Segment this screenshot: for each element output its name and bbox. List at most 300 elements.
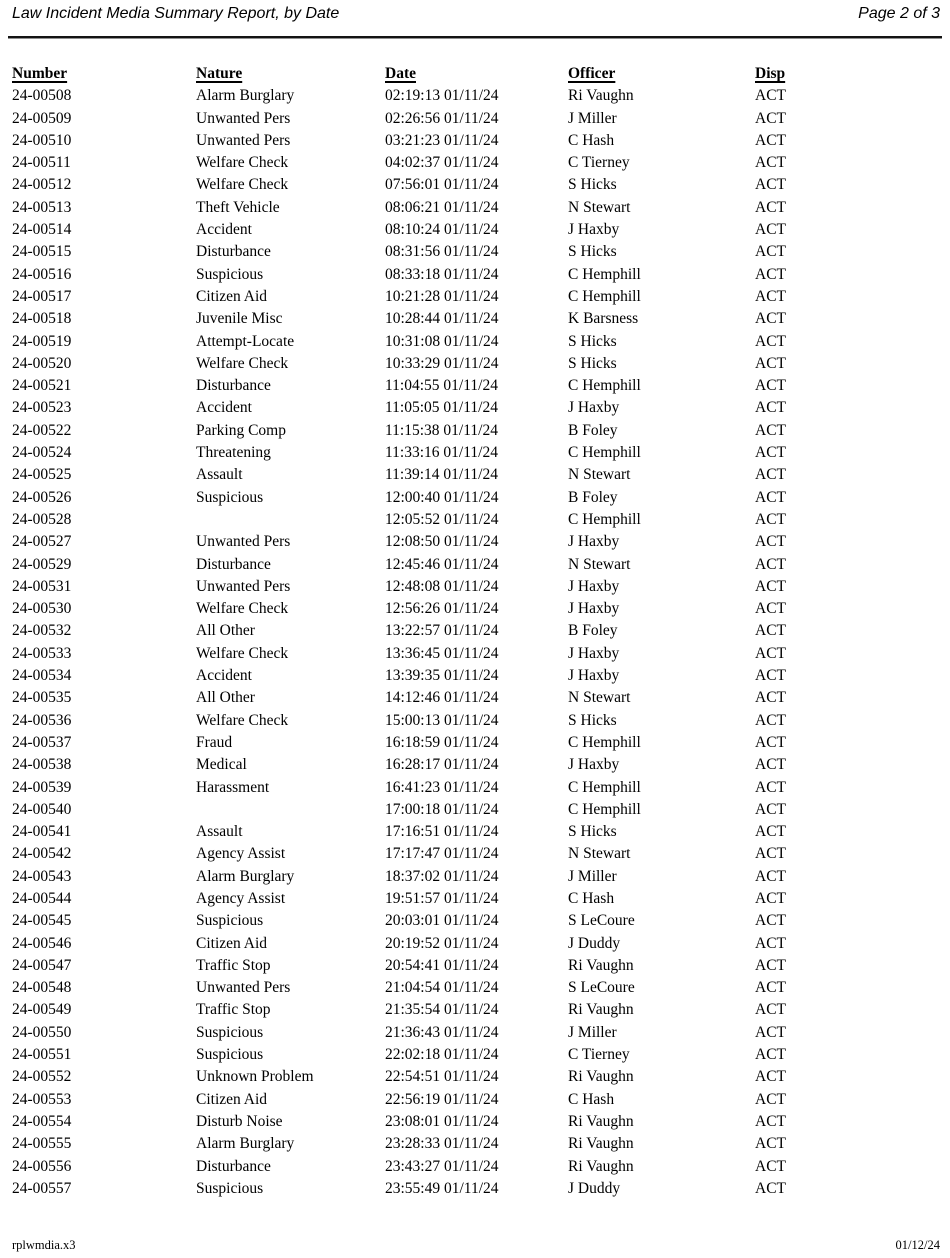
cell-nature: All Other — [196, 622, 255, 640]
column-header-date: Date — [385, 65, 416, 82]
cell-date: 21:04:54 01/11/24 — [385, 979, 499, 997]
cell-officer: N Stewart — [568, 466, 631, 484]
cell-nature: Suspicious — [196, 488, 264, 506]
cell-number: 24-00553 — [12, 1090, 72, 1108]
cell-date: 04:02:37 01/11/24 — [385, 154, 499, 172]
table-row — [12, 710, 942, 732]
table-row — [12, 174, 942, 196]
cell-number: 24-00519 — [12, 332, 72, 350]
cell-nature: Alarm Burglary — [196, 867, 295, 885]
cell-nature: Theft Vehicle — [196, 198, 280, 216]
cell-date: 08:10:24 01/11/24 — [385, 221, 499, 239]
table-row — [12, 1044, 942, 1066]
header-divider — [8, 36, 942, 39]
cell-officer: J Haxby — [568, 756, 620, 774]
cell-number: 24-00516 — [12, 265, 72, 283]
cell-disp: ACT — [755, 1023, 786, 1041]
cell-disp: ACT — [755, 377, 786, 395]
cell-nature — [196, 509, 385, 531]
cell-officer: C Hash — [568, 1090, 615, 1108]
table-row — [12, 308, 942, 330]
cell-date: 11:39:14 01/11/24 — [385, 466, 498, 484]
cell-nature: Juvenile Misc — [196, 310, 283, 328]
cell-date: 08:33:18 01/11/24 — [385, 265, 499, 283]
incident-table — [12, 63, 942, 1200]
cell-officer: Ri Vaughn — [568, 1112, 634, 1130]
cell-officer: J Miller — [568, 109, 617, 127]
cell-disp: ACT — [755, 131, 786, 149]
cell-date: 10:28:44 01/11/24 — [385, 310, 499, 328]
cell-officer: N Stewart — [568, 555, 631, 573]
cell-date: 23:08:01 01/11/24 — [385, 1112, 499, 1130]
cell-nature: Alarm Burglary — [196, 1135, 295, 1153]
cell-nature: Welfare Check — [196, 354, 289, 372]
table-row — [12, 754, 942, 776]
cell-officer: K Barsness — [568, 310, 639, 328]
cell-date: 22:56:19 01/11/24 — [385, 1090, 499, 1108]
report-run-date: 01/12/24 — [895, 1238, 940, 1252]
cell-nature: Suspicious — [196, 265, 264, 283]
cell-nature: Threatening — [196, 444, 271, 462]
cell-nature: Assault — [196, 466, 243, 484]
cell-officer: C Hemphill — [568, 377, 641, 395]
cell-date: 02:26:56 01/11/24 — [385, 109, 499, 127]
cell-date: 21:35:54 01/11/24 — [385, 1001, 499, 1019]
cell-disp: ACT — [755, 1157, 786, 1175]
table-row — [12, 554, 942, 576]
cell-officer: C Hemphill — [568, 265, 641, 283]
table-row — [12, 799, 942, 821]
table-row — [12, 1133, 942, 1155]
cell-disp: ACT — [755, 867, 786, 885]
cell-date: 20:03:01 01/11/24 — [385, 912, 499, 930]
cell-nature: Alarm Burglary — [196, 87, 295, 105]
table-row — [12, 241, 942, 263]
cell-number: 24-00548 — [12, 979, 72, 997]
cell-disp: ACT — [755, 176, 786, 194]
cell-date: 11:04:55 01/11/24 — [385, 377, 498, 395]
table-row — [12, 866, 942, 888]
table-row — [12, 464, 942, 486]
cell-number: 24-00554 — [12, 1112, 72, 1130]
cell-nature: Welfare Check — [196, 711, 289, 729]
cell-number: 24-00534 — [12, 667, 72, 685]
report-footer — [12, 1238, 940, 1252]
cell-nature: Traffic Stop — [196, 956, 271, 974]
cell-date: 08:31:56 01/11/24 — [385, 243, 499, 261]
table-row — [12, 576, 942, 598]
cell-disp: ACT — [755, 533, 786, 551]
cell-nature: Unknown Problem — [196, 1068, 314, 1086]
cell-number: 24-00552 — [12, 1068, 72, 1086]
cell-officer: J Haxby — [568, 644, 620, 662]
table-row — [12, 687, 942, 709]
table-row — [12, 1178, 942, 1200]
cell-disp: ACT — [755, 979, 786, 997]
cell-number: 24-00536 — [12, 711, 72, 729]
cell-date: 12:08:50 01/11/24 — [385, 533, 499, 551]
cell-date: 12:00:40 01/11/24 — [385, 488, 499, 506]
cell-disp: ACT — [755, 198, 786, 216]
cell-number: 24-00520 — [12, 354, 72, 372]
cell-officer: C Hemphill — [568, 733, 641, 751]
cell-number: 24-00544 — [12, 889, 72, 907]
cell-nature: Suspicious — [196, 912, 264, 930]
cell-officer: J Haxby — [568, 399, 620, 417]
cell-number: 24-00515 — [12, 243, 72, 261]
cell-nature: Accident — [196, 399, 252, 417]
table-row — [12, 375, 942, 397]
table-row — [12, 643, 942, 665]
cell-date: 23:55:49 01/11/24 — [385, 1179, 499, 1197]
cell-number: 24-00537 — [12, 733, 72, 751]
cell-number: 24-00526 — [12, 488, 72, 506]
cell-number: 24-00512 — [12, 176, 72, 194]
cell-officer: C Hash — [568, 131, 615, 149]
column-header-nature: Nature — [196, 65, 243, 82]
cell-disp: ACT — [755, 265, 786, 283]
table-row — [12, 598, 942, 620]
cell-number: 24-00531 — [12, 577, 72, 595]
table-row — [12, 219, 942, 241]
cell-officer: B Foley — [568, 488, 618, 506]
cell-disp: ACT — [755, 1046, 786, 1064]
cell-nature: Unwanted Pers — [196, 577, 291, 595]
cell-officer: S Hicks — [568, 176, 617, 194]
table-row — [12, 843, 942, 865]
table-row — [12, 509, 942, 531]
cell-disp: ACT — [755, 644, 786, 662]
cell-date: 17:00:18 01/11/24 — [385, 800, 499, 818]
cell-date: 10:21:28 01/11/24 — [385, 287, 499, 305]
cell-officer: N Stewart — [568, 845, 631, 863]
cell-officer: Ri Vaughn — [568, 1068, 634, 1086]
cell-number: 24-00509 — [12, 109, 72, 127]
column-header-number: Number — [12, 65, 68, 82]
table-row — [12, 197, 942, 219]
cell-officer: S Hicks — [568, 354, 617, 372]
cell-nature: Parking Comp — [196, 421, 286, 439]
cell-nature: Unwanted Pers — [196, 109, 291, 127]
cell-disp: ACT — [755, 800, 786, 818]
cell-nature: Unwanted Pers — [196, 979, 291, 997]
cell-date: 10:31:08 01/11/24 — [385, 332, 499, 350]
table-row — [12, 933, 942, 955]
cell-disp: ACT — [755, 310, 786, 328]
cell-number: 24-00533 — [12, 644, 72, 662]
cell-nature: Agency Assist — [196, 845, 286, 863]
table-body — [12, 85, 942, 1200]
table-row — [12, 108, 942, 130]
cell-disp: ACT — [755, 689, 786, 707]
cell-date: 12:45:46 01/11/24 — [385, 555, 499, 573]
cell-disp: ACT — [755, 287, 786, 305]
cell-nature: Disturbance — [196, 555, 271, 573]
cell-nature: Disturbance — [196, 377, 271, 395]
cell-date: 11:05:05 01/11/24 — [385, 399, 498, 417]
cell-number: 24-00532 — [12, 622, 72, 640]
cell-officer: C Tierney — [568, 1046, 630, 1064]
cell-officer: J Duddy — [568, 1179, 621, 1197]
cell-disp: ACT — [755, 1135, 786, 1153]
cell-number: 24-00508 — [12, 87, 72, 105]
cell-date: 15:00:13 01/11/24 — [385, 711, 499, 729]
cell-date: 12:56:26 01/11/24 — [385, 600, 499, 618]
cell-nature: Traffic Stop — [196, 1001, 271, 1019]
cell-officer: C Tierney — [568, 154, 630, 172]
cell-number: 24-00540 — [12, 800, 72, 818]
table-row — [12, 130, 942, 152]
report-title: Law Incident Media Summary Report, by Date — [12, 5, 340, 22]
cell-disp: ACT — [755, 778, 786, 796]
cell-date: 11:15:38 01/11/24 — [385, 421, 498, 439]
cell-number: 24-00529 — [12, 555, 72, 573]
cell-number: 24-00524 — [12, 444, 72, 462]
cell-number: 24-00522 — [12, 421, 72, 439]
cell-date: 17:17:47 01/11/24 — [385, 845, 499, 863]
cell-number: 24-00549 — [12, 1001, 72, 1019]
table-row — [12, 999, 942, 1021]
cell-disp: ACT — [755, 956, 786, 974]
cell-disp: ACT — [755, 667, 786, 685]
cell-nature: Accident — [196, 221, 252, 239]
cell-nature: Welfare Check — [196, 600, 289, 618]
table-row — [12, 1022, 942, 1044]
cell-disp: ACT — [755, 733, 786, 751]
cell-date: 18:37:02 01/11/24 — [385, 867, 499, 885]
cell-nature: Disturbance — [196, 1157, 271, 1175]
cell-disp: ACT — [755, 845, 786, 863]
cell-number: 24-00543 — [12, 867, 72, 885]
cell-date: 19:51:57 01/11/24 — [385, 889, 499, 907]
table-row — [12, 152, 942, 174]
cell-disp: ACT — [755, 488, 786, 506]
cell-nature: Welfare Check — [196, 154, 289, 172]
cell-officer: J Haxby — [568, 667, 620, 685]
cell-disp: ACT — [755, 154, 786, 172]
cell-nature: Citizen Aid — [196, 934, 268, 952]
cell-number: 24-00528 — [12, 510, 72, 528]
table-row — [12, 1111, 942, 1133]
cell-date: 20:19:52 01/11/24 — [385, 934, 499, 952]
cell-disp: ACT — [755, 466, 786, 484]
cell-officer: S Hicks — [568, 332, 617, 350]
table-row — [12, 777, 942, 799]
cell-nature: Disturb Noise — [196, 1112, 283, 1130]
cell-disp: ACT — [755, 600, 786, 618]
cell-officer: S Hicks — [568, 711, 617, 729]
cell-disp: ACT — [755, 756, 786, 774]
cell-disp: ACT — [755, 1068, 786, 1086]
cell-disp: ACT — [755, 912, 786, 930]
cell-number: 24-00557 — [12, 1179, 72, 1197]
cell-disp: ACT — [755, 109, 786, 127]
cell-date: 16:18:59 01/11/24 — [385, 733, 499, 751]
cell-officer: S Hicks — [568, 823, 617, 841]
table-row — [12, 1089, 942, 1111]
cell-nature: Accident — [196, 667, 252, 685]
cell-nature: Citizen Aid — [196, 1090, 268, 1108]
cell-officer: Ri Vaughn — [568, 87, 634, 105]
cell-disp: ACT — [755, 444, 786, 462]
column-header-disp: Disp — [755, 65, 786, 82]
cell-officer: S LeCoure — [568, 979, 635, 997]
cell-officer: B Foley — [568, 622, 618, 640]
cell-date: 22:54:51 01/11/24 — [385, 1068, 499, 1086]
table-row — [12, 286, 942, 308]
cell-officer: Ri Vaughn — [568, 1157, 634, 1175]
cell-disp: ACT — [755, 711, 786, 729]
table-header-row — [12, 63, 942, 85]
cell-nature: Fraud — [196, 733, 233, 751]
cell-date: 12:05:52 01/11/24 — [385, 510, 499, 528]
table-row — [12, 264, 942, 286]
cell-nature: Unwanted Pers — [196, 533, 291, 551]
cell-officer: C Hemphill — [568, 800, 641, 818]
cell-officer: J Duddy — [568, 934, 621, 952]
cell-nature: Suspicious — [196, 1179, 264, 1197]
cell-date: 03:21:23 01/11/24 — [385, 131, 499, 149]
cell-number: 24-00535 — [12, 689, 72, 707]
table-row — [12, 732, 942, 754]
cell-disp: ACT — [755, 243, 786, 261]
cell-nature: Suspicious — [196, 1046, 264, 1064]
cell-date: 17:16:51 01/11/24 — [385, 823, 499, 841]
cell-officer: C Hemphill — [568, 287, 641, 305]
cell-disp: ACT — [755, 622, 786, 640]
cell-date: 11:33:16 01/11/24 — [385, 444, 498, 462]
cell-number: 24-00555 — [12, 1135, 72, 1153]
cell-number: 24-00547 — [12, 956, 72, 974]
cell-date: 20:54:41 01/11/24 — [385, 956, 499, 974]
cell-disp: ACT — [755, 1179, 786, 1197]
cell-nature: Suspicious — [196, 1023, 264, 1041]
cell-nature: Citizen Aid — [196, 287, 268, 305]
table-row — [12, 397, 942, 419]
cell-number: 24-00539 — [12, 778, 72, 796]
cell-officer: C Hemphill — [568, 778, 641, 796]
cell-date: 07:56:01 01/11/24 — [385, 176, 499, 194]
cell-number: 24-00545 — [12, 912, 72, 930]
cell-number: 24-00541 — [12, 823, 72, 841]
cell-number: 24-00514 — [12, 221, 72, 239]
cell-number: 24-00551 — [12, 1046, 72, 1064]
cell-number: 24-00517 — [12, 287, 72, 305]
cell-nature: Agency Assist — [196, 889, 286, 907]
page-indicator: Page 2 of 3 — [858, 5, 940, 22]
cell-officer: S Hicks — [568, 243, 617, 261]
cell-date: 16:41:23 01/11/24 — [385, 778, 499, 796]
cell-number: 24-00510 — [12, 131, 72, 149]
cell-date: 10:33:29 01/11/24 — [385, 354, 499, 372]
column-header-officer: Officer — [568, 65, 616, 82]
report-filename: rplwmdia.x3 — [12, 1238, 76, 1252]
cell-officer: B Foley — [568, 421, 618, 439]
cell-date: 13:36:45 01/11/24 — [385, 644, 499, 662]
cell-disp: ACT — [755, 510, 786, 528]
cell-number: 24-00518 — [12, 310, 72, 328]
cell-date: 23:43:27 01/11/24 — [385, 1157, 499, 1175]
cell-number: 24-00538 — [12, 756, 72, 774]
cell-date: 08:06:21 01/11/24 — [385, 198, 499, 216]
cell-date: 02:19:13 01/11/24 — [385, 87, 499, 105]
cell-date: 16:28:17 01/11/24 — [385, 756, 499, 774]
cell-nature: Disturbance — [196, 243, 271, 261]
cell-disp: ACT — [755, 421, 786, 439]
cell-officer: J Haxby — [568, 600, 620, 618]
cell-number: 24-00521 — [12, 377, 72, 395]
cell-date: 21:36:43 01/11/24 — [385, 1023, 499, 1041]
table-row — [12, 910, 942, 932]
table-row — [12, 442, 942, 464]
cell-officer: N Stewart — [568, 198, 631, 216]
table-row — [12, 665, 942, 687]
table-row — [12, 420, 942, 442]
cell-number: 24-00523 — [12, 399, 72, 417]
cell-disp: ACT — [755, 823, 786, 841]
cell-number: 24-00511 — [12, 154, 71, 172]
cell-officer: N Stewart — [568, 689, 631, 707]
table-row — [12, 1156, 942, 1178]
table-row — [12, 353, 942, 375]
cell-officer: Ri Vaughn — [568, 1001, 634, 1019]
cell-disp: ACT — [755, 889, 786, 907]
cell-nature: All Other — [196, 689, 255, 707]
cell-date: 14:12:46 01/11/24 — [385, 689, 499, 707]
cell-nature: Welfare Check — [196, 644, 289, 662]
cell-number: 24-00527 — [12, 533, 72, 551]
cell-nature: Unwanted Pers — [196, 131, 291, 149]
cell-officer: Ri Vaughn — [568, 1135, 634, 1153]
table-row — [12, 531, 942, 553]
cell-number: 24-00530 — [12, 600, 72, 618]
cell-date: 22:02:18 01/11/24 — [385, 1046, 499, 1064]
table-row — [12, 821, 942, 843]
cell-nature — [196, 799, 385, 821]
cell-disp: ACT — [755, 87, 786, 105]
cell-disp: ACT — [755, 555, 786, 573]
cell-date: 23:28:33 01/11/24 — [385, 1135, 499, 1153]
cell-nature: Attempt-Locate — [196, 332, 295, 350]
table-row — [12, 331, 942, 353]
cell-officer: C Hash — [568, 889, 615, 907]
cell-number: 24-00513 — [12, 198, 72, 216]
cell-officer: C Hemphill — [568, 510, 641, 528]
cell-officer: Ri Vaughn — [568, 956, 634, 974]
cell-officer: J Miller — [568, 867, 617, 885]
cell-nature: Welfare Check — [196, 176, 289, 194]
cell-disp: ACT — [755, 1001, 786, 1019]
cell-officer: J Miller — [568, 1023, 617, 1041]
cell-number: 24-00546 — [12, 934, 72, 952]
table-row — [12, 1066, 942, 1088]
table-row — [12, 888, 942, 910]
cell-officer: C Hemphill — [568, 444, 641, 462]
cell-disp: ACT — [755, 1090, 786, 1108]
cell-disp: ACT — [755, 934, 786, 952]
table-row — [12, 487, 942, 509]
table-row — [12, 85, 942, 107]
cell-date: 13:39:35 01/11/24 — [385, 667, 499, 685]
table-row — [12, 955, 942, 977]
cell-disp: ACT — [755, 354, 786, 372]
cell-disp: ACT — [755, 332, 786, 350]
cell-nature: Medical — [196, 756, 247, 774]
table-row — [12, 977, 942, 999]
cell-number: 24-00525 — [12, 466, 72, 484]
cell-nature: Assault — [196, 823, 243, 841]
cell-date: 12:48:08 01/11/24 — [385, 577, 499, 595]
